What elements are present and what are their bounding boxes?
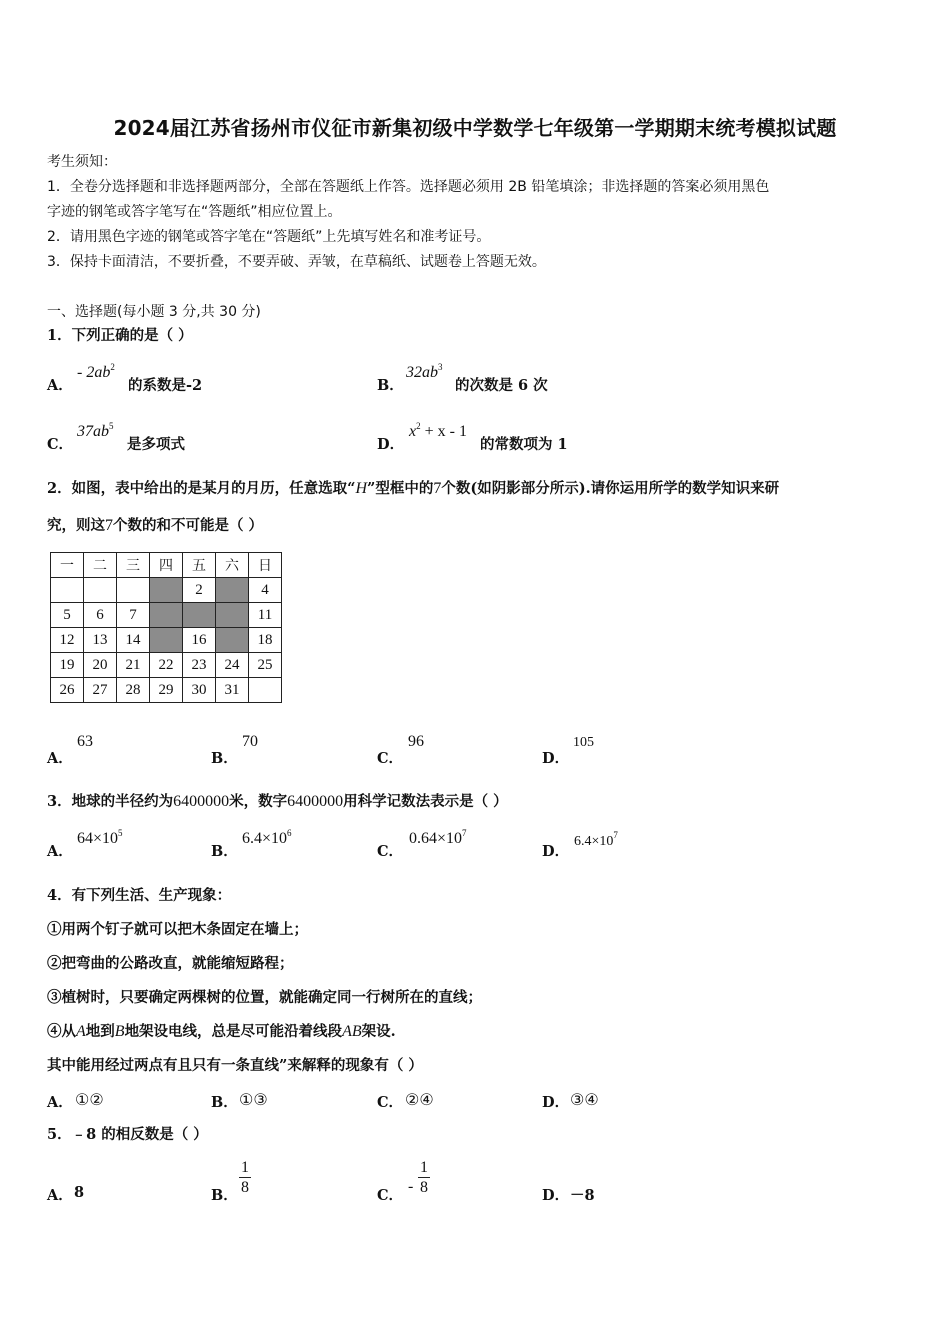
q4-option-a-value: ①② xyxy=(75,1092,104,1109)
notice-heading: 考生须知： xyxy=(47,154,117,170)
calendar-cell: 2 xyxy=(183,578,216,603)
calendar-cell: 5 xyxy=(51,603,84,628)
calendar-cell: 31 xyxy=(216,678,249,703)
q3-option-b-label: B． xyxy=(211,843,238,860)
calendar-cell-shaded xyxy=(183,603,216,628)
calendar-cell: 6 xyxy=(84,603,117,628)
notice-line-1b: 字迹的钢笔或答字笔写在“答题纸”相应位置上。 xyxy=(47,204,342,220)
q3-option-c-label: C． xyxy=(377,843,404,860)
calendar-cell: 25 xyxy=(249,653,282,678)
q4-item-2: ②把弯曲的公路改直，就能缩短路程； xyxy=(47,955,294,972)
q5-option-c-sign: - xyxy=(408,1178,414,1195)
q4-option-d-value: ③④ xyxy=(570,1092,599,1109)
q2-option-a-value: 63 xyxy=(77,733,93,750)
calendar-header-cell: 六 xyxy=(216,553,249,578)
q5-option-a-value: 8 xyxy=(74,1184,85,1201)
q2-option-d-value: 105 xyxy=(573,735,594,750)
calendar-row xyxy=(51,653,282,678)
calendar-header-cell: 日 xyxy=(249,553,282,578)
q3-option-c-expr: $0.64\times 10^7$ xyxy=(409,828,467,847)
calendar-cell: 14 xyxy=(117,628,150,653)
calendar-cell: 24 xyxy=(216,653,249,678)
q1-option-b-label: B． xyxy=(377,377,404,394)
calendar-header-cell: 二 xyxy=(84,553,117,578)
q2-option-c-label: C． xyxy=(377,750,404,767)
q1-option-c-label: C． xyxy=(47,436,74,453)
q1-option-a-expr: - $2ab^2$ xyxy=(77,362,115,381)
q1-option-b-text: 的次数是 6 次 xyxy=(455,377,548,394)
calendar-cell: 12 xyxy=(51,628,84,653)
calendar-cell xyxy=(51,578,84,603)
q1-option-c-text: 是多项式 xyxy=(127,436,185,453)
q1-option-a-label: A． xyxy=(47,377,73,394)
q5-option-b-fraction: $\frac{1}{8}$ xyxy=(241,1159,249,1196)
calendar-cell: 4 xyxy=(249,578,282,603)
calendar-table xyxy=(50,552,282,703)
q4-option-c-label: C． xyxy=(377,1094,404,1111)
q5-stem: 5．﹣8 的相反数是（ ） xyxy=(47,1126,208,1143)
calendar-header-cell: 三 xyxy=(117,553,150,578)
q5-option-d-label: D． xyxy=(542,1187,570,1204)
calendar-row xyxy=(51,578,282,603)
calendar-cell: 20 xyxy=(84,653,117,678)
calendar-row xyxy=(51,628,282,653)
q2-option-d-label: D． xyxy=(542,750,570,767)
q4-item-1: ①用两个钉子就可以把木条固定在墙上； xyxy=(47,921,308,938)
q3-option-a-expr: $64\times 10^5$ xyxy=(77,828,123,847)
section-heading: 一、选择题(每小题 3 分,共 30 分) xyxy=(47,304,261,320)
calendar-cell-shaded xyxy=(150,578,183,603)
calendar-cell-shaded xyxy=(216,578,249,603)
calendar-cell xyxy=(84,578,117,603)
q4-stem: 4．有下列生活、生产现象： xyxy=(47,887,232,904)
calendar-cell: 13 xyxy=(84,628,117,653)
q1-option-d-label: D． xyxy=(377,436,405,453)
calendar-cell: 22 xyxy=(150,653,183,678)
q1-stem: 1．下列正确的是（ ） xyxy=(47,327,193,344)
q4-option-c-value: ②④ xyxy=(405,1092,434,1109)
notice-line-2: 2．请用黑色字迹的钢笔或答字笔在“答题纸”上先填写姓名和准考证号。 xyxy=(47,229,491,245)
q5-option-c-label: C． xyxy=(377,1187,404,1204)
q4-question: 其中能用经过两点有且只有一条直线”来解释的现象有（ ） xyxy=(47,1057,423,1074)
calendar-cell: 28 xyxy=(117,678,150,703)
q1-option-c-expr: $37ab^5$ xyxy=(77,421,114,440)
calendar-cell: 19 xyxy=(51,653,84,678)
calendar-header-cell: 五 xyxy=(183,553,216,578)
q3-option-b-expr: $6.4\times 10^6$ xyxy=(242,828,292,847)
calendar-cell: 16 xyxy=(183,628,216,653)
calendar-cell: 23 xyxy=(183,653,216,678)
q1-option-d-expr: $x^2 + x - 1$ xyxy=(409,421,467,440)
q2-stem-line-1: 2．如图，表中给出的是某月的月历，任意选取“H”型框中的7个数(如阴影部分所示).请你运用所学的数学知识来研 xyxy=(47,480,780,497)
calendar-cell: 21 xyxy=(117,653,150,678)
q2-stem-line-2: 究，则这7个数的和不可能是（ ） xyxy=(47,517,264,534)
q3-stem: 3．地球的半径约为6400000米，数字6400000用科学记数法表示是（ ） xyxy=(47,793,508,810)
q5-option-a-label: A． xyxy=(47,1187,73,1204)
q4-option-a-label: A． xyxy=(47,1094,73,1111)
calendar-header-cell: 一 xyxy=(51,553,84,578)
calendar-cell-shaded xyxy=(216,603,249,628)
q5-option-b-label: B． xyxy=(211,1187,238,1204)
q5-option-c-fraction: $\frac{1}{8}$ xyxy=(420,1159,428,1196)
calendar-row xyxy=(51,603,282,628)
calendar-cell: 26 xyxy=(51,678,84,703)
calendar-header-row xyxy=(51,553,282,578)
page-title: 2024届江苏省扬州市仪征市新集初级中学数学七年级第一学期期末统考模拟试题 xyxy=(113,116,837,140)
q4-item-3: ③植树时，只要确定两棵树的位置，就能确定同一行树所在的直线； xyxy=(47,989,482,1006)
calendar-cell: 30 xyxy=(183,678,216,703)
q1-option-d-text: 的常数项为 1 xyxy=(480,436,568,453)
q3-option-d-label: D． xyxy=(542,843,570,860)
q2-option-a-label: A． xyxy=(47,750,73,767)
calendar-cell: 11 xyxy=(249,603,282,628)
q4-option-d-label: D． xyxy=(542,1094,570,1111)
calendar-cell-shaded xyxy=(216,628,249,653)
calendar-cell-shaded xyxy=(150,628,183,653)
q3-option-d-expr: $6.4\times 10^7$ xyxy=(574,830,618,849)
calendar-cell: 29 xyxy=(150,678,183,703)
calendar-cell: 18 xyxy=(249,628,282,653)
q2-option-c-value: 96 xyxy=(408,733,424,750)
q3-option-a-label: A． xyxy=(47,843,73,860)
calendar-cell xyxy=(249,678,282,703)
calendar-row xyxy=(51,678,282,703)
q2-option-b-label: B． xyxy=(211,750,238,767)
q4-option-b-label: B． xyxy=(211,1094,238,1111)
calendar-cell: 27 xyxy=(84,678,117,703)
notice-line-3: 3．保持卡面清洁，不要折叠，不要弄破、弄皱，在草稿纸、试题卷上答题无效。 xyxy=(47,254,546,270)
notice-line-1a: 1．全卷分选择题和非选择题两部分，全部在答题纸上作答。选择题必须用 2B 铅笔填涂；非选择题的答案必须用黑色 xyxy=(47,179,770,195)
calendar-cell xyxy=(117,578,150,603)
calendar-cell: 7 xyxy=(117,603,150,628)
q4-option-b-value: ①③ xyxy=(239,1092,268,1109)
q1-option-a-text: 的系数是-2 xyxy=(128,377,203,394)
q5-option-d-value: －8 xyxy=(570,1187,595,1204)
q4-item-4: ④从A地到B地架设电线，总是尽可能沿着线段AB架设. xyxy=(47,1023,396,1040)
calendar-header-cell: 四 xyxy=(150,553,183,578)
q1-option-b-expr: $32ab^3$ xyxy=(406,362,443,381)
calendar-cell-shaded xyxy=(150,603,183,628)
q2-option-b-value: 70 xyxy=(242,733,258,750)
